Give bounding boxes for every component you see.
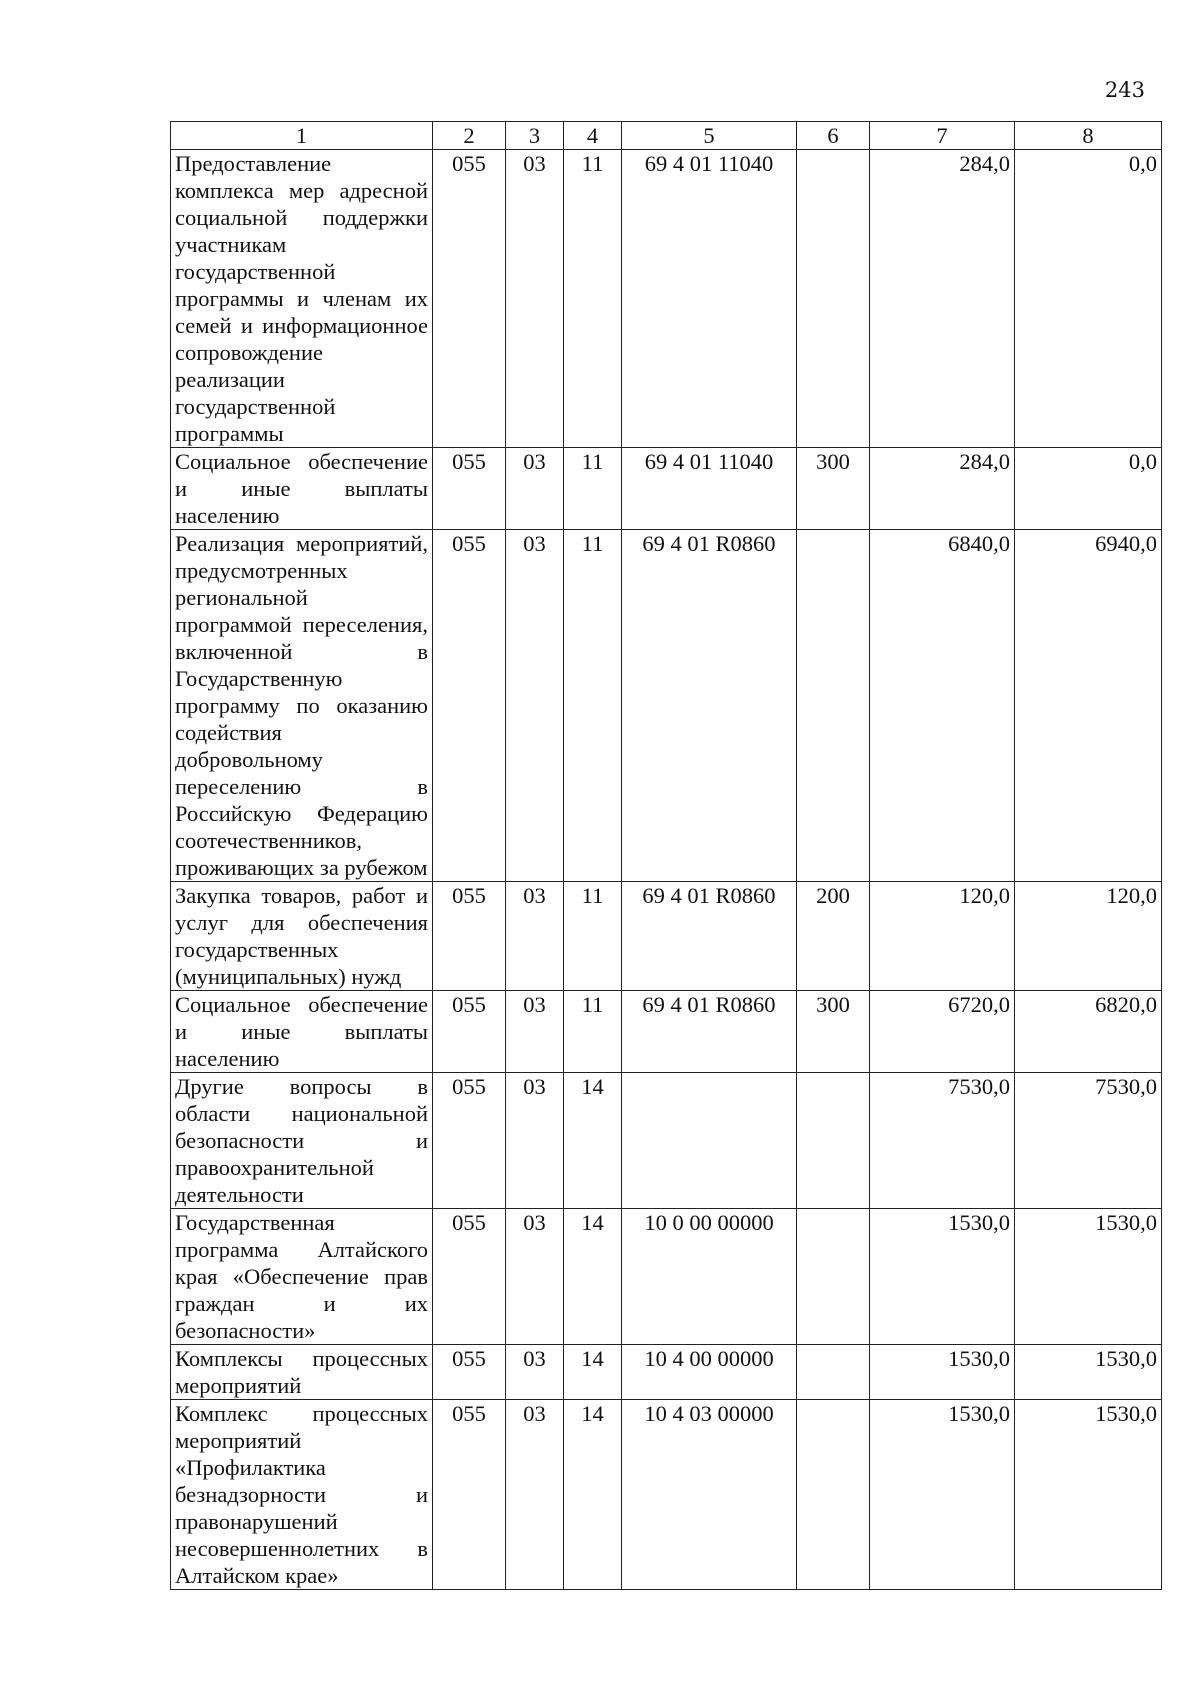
row-amount-2: 7530,0 bbox=[1015, 1073, 1162, 1209]
row-code-admin: 055 bbox=[433, 1345, 506, 1400]
row-amount-1: 6840,0 bbox=[870, 530, 1015, 882]
row-expense-type bbox=[797, 1345, 870, 1400]
header-col-3: 3 bbox=[506, 122, 564, 150]
row-name: Другие вопросы в области национальной безопасности и правоохранительной деятельности bbox=[171, 1073, 433, 1209]
row-target-article: 10 4 03 00000 bbox=[622, 1400, 797, 1590]
table-row bbox=[171, 150, 1162, 448]
row-expense-type: 300 bbox=[797, 991, 870, 1073]
row-section: 03 bbox=[506, 1400, 564, 1590]
row-subsection: 11 bbox=[564, 448, 622, 530]
row-amount-1: 1530,0 bbox=[870, 1209, 1015, 1345]
row-amount-1: 6720,0 bbox=[870, 991, 1015, 1073]
row-section: 03 bbox=[506, 1209, 564, 1345]
page-number: 243 bbox=[1104, 78, 1145, 102]
row-target-article: 69 4 01 R0860 bbox=[622, 882, 797, 991]
header-row bbox=[171, 122, 1162, 150]
row-section: 03 bbox=[506, 991, 564, 1073]
row-subsection: 11 bbox=[564, 882, 622, 991]
row-target-article: 10 0 00 00000 bbox=[622, 1209, 797, 1345]
row-expense-type bbox=[797, 150, 870, 448]
row-subsection: 14 bbox=[564, 1209, 622, 1345]
row-code-admin: 055 bbox=[433, 991, 506, 1073]
row-amount-2: 0,0 bbox=[1015, 150, 1162, 448]
row-target-article: 69 4 01 11040 bbox=[622, 448, 797, 530]
row-amount-1: 284,0 bbox=[870, 150, 1015, 448]
row-subsection: 11 bbox=[564, 530, 622, 882]
row-name: Закупка товаров, работ и услуг для обеспечения государственных (муниципальных) нужд bbox=[171, 882, 433, 991]
row-amount-2: 6940,0 bbox=[1015, 530, 1162, 882]
table-row bbox=[171, 882, 1162, 991]
row-target-article bbox=[622, 1073, 797, 1209]
row-expense-type bbox=[797, 1400, 870, 1590]
row-subsection: 14 bbox=[564, 1400, 622, 1590]
row-target-article: 69 4 01 11040 bbox=[622, 150, 797, 448]
table-row bbox=[171, 1400, 1162, 1590]
row-amount-1: 7530,0 bbox=[870, 1073, 1015, 1209]
row-subsection: 11 bbox=[564, 150, 622, 448]
header-col-1: 1 bbox=[171, 122, 433, 150]
table-row bbox=[171, 530, 1162, 882]
row-code-admin: 055 bbox=[433, 448, 506, 530]
header-col-5: 5 bbox=[622, 122, 797, 150]
table-row bbox=[171, 1209, 1162, 1345]
header-col-8: 8 bbox=[1015, 122, 1162, 150]
row-name: Социальное обеспечение и иные выплаты населению bbox=[171, 448, 433, 530]
table-row bbox=[171, 1073, 1162, 1209]
row-section: 03 bbox=[506, 150, 564, 448]
row-name: Реализация мероприятий, предусмотренных региональной программой переселения, включенной в Государственную программу по оказанию содействия добровольному переселению в Российскую Федерацию соотечественников, проживающих за рубежом bbox=[171, 530, 433, 882]
row-name: Предоставление комплекса мер адресной социальной поддержки участникам государственной программы и членам их семей и информационное сопровождение реализации государственной программы bbox=[171, 150, 433, 448]
row-section: 03 bbox=[506, 1345, 564, 1400]
row-expense-type bbox=[797, 1073, 870, 1209]
row-amount-2: 120,0 bbox=[1015, 882, 1162, 991]
row-amount-2: 1530,0 bbox=[1015, 1400, 1162, 1590]
row-code-admin: 055 bbox=[433, 530, 506, 882]
row-amount-2: 1530,0 bbox=[1015, 1345, 1162, 1400]
row-target-article: 69 4 01 R0860 bbox=[622, 991, 797, 1073]
row-expense-type: 300 bbox=[797, 448, 870, 530]
row-code-admin: 055 bbox=[433, 1400, 506, 1590]
row-code-admin: 055 bbox=[433, 1209, 506, 1345]
row-expense-type bbox=[797, 1209, 870, 1345]
row-amount-1: 1530,0 bbox=[870, 1345, 1015, 1400]
row-amount-1: 120,0 bbox=[870, 882, 1015, 991]
row-name: Государственная программа Алтайского края «Обеспечение прав граждан и их безопасности» bbox=[171, 1209, 433, 1345]
header-col-7: 7 bbox=[870, 122, 1015, 150]
row-section: 03 bbox=[506, 1073, 564, 1209]
header-col-2: 2 bbox=[433, 122, 506, 150]
row-code-admin: 055 bbox=[433, 150, 506, 448]
row-expense-type: 200 bbox=[797, 882, 870, 991]
table-row bbox=[171, 1345, 1162, 1400]
row-name: Социальное обеспечение и иные выплаты населению bbox=[171, 991, 433, 1073]
row-amount-2: 6820,0 bbox=[1015, 991, 1162, 1073]
row-expense-type bbox=[797, 530, 870, 882]
row-amount-1: 1530,0 bbox=[870, 1400, 1015, 1590]
header-col-6: 6 bbox=[797, 122, 870, 150]
header-col-4: 4 bbox=[564, 122, 622, 150]
row-section: 03 bbox=[506, 882, 564, 991]
row-target-article: 69 4 01 R0860 bbox=[622, 530, 797, 882]
row-section: 03 bbox=[506, 530, 564, 882]
budget-table bbox=[170, 121, 1162, 1590]
row-subsection: 11 bbox=[564, 991, 622, 1073]
row-name: Комплексы процессных мероприятий bbox=[171, 1345, 433, 1400]
row-target-article: 10 4 00 00000 bbox=[622, 1345, 797, 1400]
row-subsection: 14 bbox=[564, 1073, 622, 1209]
row-amount-2: 0,0 bbox=[1015, 448, 1162, 530]
table-row bbox=[171, 448, 1162, 530]
row-subsection: 14 bbox=[564, 1345, 622, 1400]
row-amount-1: 284,0 bbox=[870, 448, 1015, 530]
row-code-admin: 055 bbox=[433, 1073, 506, 1209]
row-code-admin: 055 bbox=[433, 882, 506, 991]
row-amount-2: 1530,0 bbox=[1015, 1209, 1162, 1345]
row-name: Комплекс процессных мероприятий «Профилактика безнадзорности и правонарушений несовершеннолетних в Алтайском крае» bbox=[171, 1400, 433, 1590]
row-section: 03 bbox=[506, 448, 564, 530]
table-row bbox=[171, 991, 1162, 1073]
